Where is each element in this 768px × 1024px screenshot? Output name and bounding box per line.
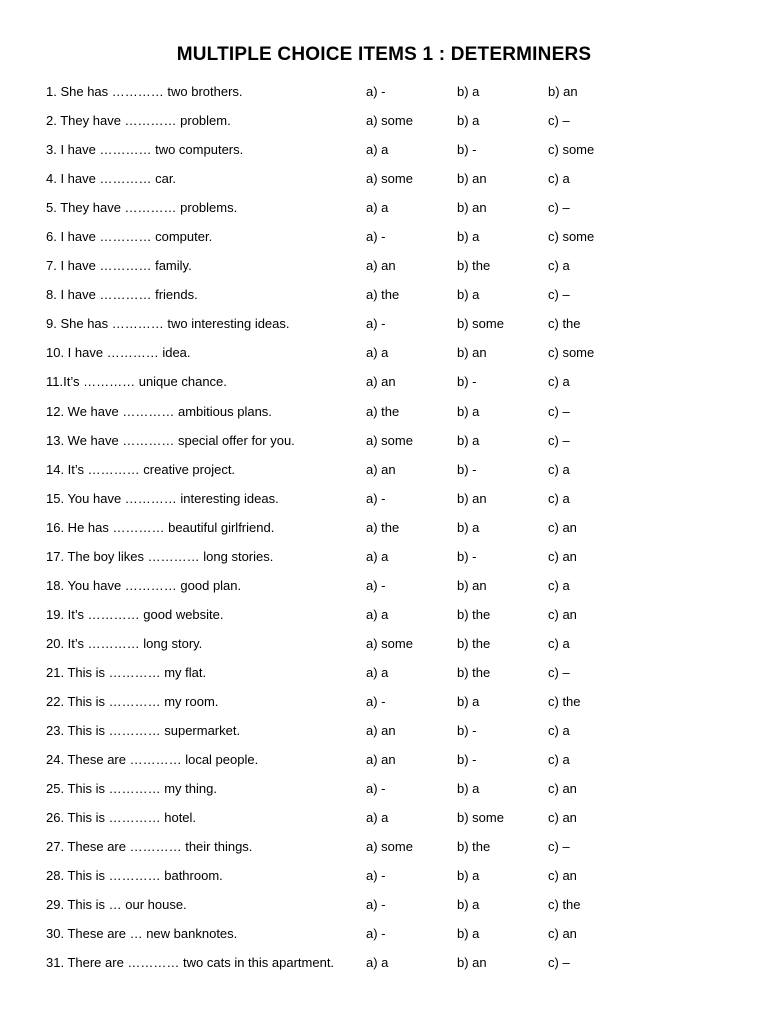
question-list	[0, 77, 768, 977]
option-a: a) an	[366, 374, 396, 390]
question-text: 9. She has ………… two interesting ideas.	[46, 316, 290, 332]
question-row	[0, 164, 768, 193]
question-row	[0, 716, 768, 745]
option-a: a) a	[366, 955, 389, 971]
option-b: b) an	[457, 490, 487, 506]
question-row	[0, 397, 768, 426]
option-b: b) an	[457, 200, 487, 216]
question-row	[0, 309, 768, 338]
question-row	[0, 455, 768, 484]
option-c: c) –	[548, 287, 570, 303]
question-text: 21. This is ………… my flat.	[46, 664, 207, 680]
option-b: b) a	[457, 781, 480, 797]
question-text: 28. This is ………… bathroom.	[46, 868, 223, 884]
question-text: 20. It’s ………… long story.	[46, 635, 203, 651]
option-b: b) a	[457, 403, 480, 419]
question-text: 16. He has ………… beautiful girlfriend.	[46, 519, 275, 535]
question-text: 22. This is ………… my room.	[46, 693, 219, 709]
option-b: b) the	[457, 635, 491, 651]
option-a: a) an	[366, 461, 396, 477]
option-c: c) a	[548, 577, 570, 593]
option-a: a) -	[366, 84, 386, 99]
option-a: a) an	[366, 723, 396, 739]
question-row	[0, 658, 768, 687]
option-a: a) a	[366, 606, 389, 622]
option-a: a) some	[366, 839, 413, 855]
question-row	[0, 687, 768, 716]
option-c: c) a	[548, 258, 570, 274]
question-row	[0, 542, 768, 571]
option-c: c) some	[548, 229, 595, 245]
question-text: 14. It’s ………… creative project.	[46, 461, 236, 477]
option-c: c) a	[548, 635, 570, 651]
question-text: 18. You have ………… good plan.	[46, 577, 242, 593]
option-c: c) an	[548, 810, 577, 826]
option-b: b) an	[457, 955, 487, 971]
option-c: c) an	[548, 781, 577, 797]
option-a: a) -	[366, 229, 386, 245]
question-row	[0, 890, 768, 919]
option-b: b) some	[457, 316, 504, 332]
question-row	[0, 600, 768, 629]
option-c: c) –	[548, 113, 570, 129]
question-row	[0, 280, 768, 309]
option-c: c) a	[548, 171, 570, 187]
option-a: a) the	[366, 403, 400, 419]
option-c: c) a	[548, 374, 570, 390]
option-a: a) -	[366, 693, 386, 709]
option-b: b) a	[457, 229, 480, 245]
option-c: c) –	[548, 664, 570, 680]
option-b: b) a	[457, 113, 480, 129]
question-row	[0, 426, 768, 455]
option-a: a) a	[366, 664, 389, 680]
question-row	[0, 338, 768, 367]
question-text: 19. It’s ………… good website.	[46, 606, 224, 622]
question-text: 15. You have ………… interesting ideas.	[46, 490, 279, 506]
option-a: a) a	[366, 142, 389, 158]
option-b: b) a	[457, 693, 480, 709]
option-a: a) the	[366, 519, 400, 535]
option-a: a) some	[366, 113, 413, 129]
question-row	[0, 803, 768, 832]
question-text: 17. The boy likes ………… long stories.	[46, 548, 274, 564]
option-c: c) a	[548, 752, 570, 768]
option-b: b) the	[457, 839, 491, 855]
option-c: c) an	[548, 926, 577, 942]
option-a: a) a	[366, 548, 389, 564]
option-c: b) an	[548, 84, 578, 99]
question-row	[0, 629, 768, 658]
option-b: b) the	[457, 664, 491, 680]
option-c: c) an	[548, 519, 577, 535]
question-text: 30. These are … new banknotes.	[46, 926, 238, 942]
option-c: c) the	[548, 316, 581, 332]
question-row	[0, 193, 768, 222]
option-b: b) -	[457, 548, 477, 564]
option-c: c) the	[548, 693, 581, 709]
question-text: 12. We have ………… ambitious plans.	[46, 403, 272, 419]
question-text: 7. I have ………… family.	[46, 258, 192, 274]
option-b: b) a	[457, 519, 480, 535]
option-c: c) –	[548, 432, 570, 448]
question-row	[0, 745, 768, 774]
option-b: b) -	[457, 142, 477, 158]
option-b: b) a	[457, 897, 480, 913]
option-b: b) a	[457, 287, 480, 303]
option-b: b) a	[457, 926, 480, 942]
option-a: a) -	[366, 316, 386, 332]
question-row	[0, 513, 768, 542]
question-text: 2. They have ………… problem.	[46, 113, 231, 129]
option-b: b) an	[457, 345, 487, 361]
option-c: c) –	[548, 200, 570, 216]
question-text: 23. This is ………… supermarket.	[46, 723, 241, 739]
option-b: b) -	[457, 461, 477, 477]
option-a: a) a	[366, 200, 389, 216]
question-text: 8. I have ………… friends.	[46, 287, 198, 303]
option-c: c) the	[548, 897, 581, 913]
question-row	[0, 77, 768, 106]
option-a: a) -	[366, 897, 386, 913]
option-a: a) -	[366, 490, 386, 506]
option-a: a) an	[366, 752, 396, 768]
option-b: b) -	[457, 752, 477, 768]
question-row	[0, 832, 768, 861]
question-row	[0, 948, 768, 977]
question-text: 11.It’s ………… unique chance.	[46, 374, 227, 390]
question-row	[0, 774, 768, 803]
option-a: a) -	[366, 781, 386, 797]
option-b: b) a	[457, 84, 480, 99]
question-row	[0, 571, 768, 600]
option-a: a) an	[366, 258, 396, 274]
question-text: 10. I have ………… idea.	[46, 345, 191, 361]
option-b: b) -	[457, 723, 477, 739]
question-text: 25. This is ………… my thing.	[46, 781, 217, 797]
question-row	[0, 106, 768, 135]
option-a: a) some	[366, 432, 413, 448]
option-b: b) -	[457, 374, 477, 390]
question-row	[0, 861, 768, 890]
option-a: a) a	[366, 810, 389, 826]
option-a: a) -	[366, 868, 386, 884]
question-text: 6. I have ………… computer.	[46, 229, 213, 245]
question-row	[0, 251, 768, 280]
option-b: b) a	[457, 432, 480, 448]
question-text: 3. I have ………… two computers.	[46, 142, 244, 158]
question-text: 5. They have ………… problems.	[46, 200, 238, 216]
option-b: b) the	[457, 258, 491, 274]
option-c: c) a	[548, 490, 570, 506]
option-c: c) an	[548, 868, 577, 884]
option-a: a) -	[366, 926, 386, 942]
question-row	[0, 919, 768, 948]
option-a: a) some	[366, 635, 413, 651]
question-row	[0, 222, 768, 251]
question-row	[0, 135, 768, 164]
option-b: b) an	[457, 577, 487, 593]
option-c: c) an	[548, 606, 577, 622]
question-text: 27. These are ………… their things.	[46, 839, 253, 855]
option-c: c) –	[548, 839, 570, 855]
option-c: c) an	[548, 548, 577, 564]
question-text: 31. There are ………… two cats in this apartment.	[46, 955, 335, 971]
question-row	[0, 367, 768, 396]
option-b: b) the	[457, 606, 491, 622]
question-text: 1. She has ………… two brothers.	[46, 84, 243, 99]
worksheet-title: MULTIPLE CHOICE ITEMS 1 : DETERMINERS	[176, 44, 592, 65]
option-a: a) -	[366, 577, 386, 593]
option-c: c) a	[548, 461, 570, 477]
question-text: 26. This is ………… hotel.	[46, 810, 197, 826]
question-text: 29. This is … our house.	[46, 897, 187, 913]
option-c: c) –	[548, 403, 570, 419]
question-text: 13. We have ………… special offer for you.	[46, 432, 295, 448]
option-c: c) a	[548, 723, 570, 739]
option-c: c) some	[548, 345, 595, 361]
question-text: 4. I have ………… car.	[46, 171, 177, 187]
option-a: a) a	[366, 345, 389, 361]
option-b: b) some	[457, 810, 504, 826]
question-text: 24. These are ………… local people.	[46, 752, 259, 768]
option-b: b) an	[457, 171, 487, 187]
question-row	[0, 484, 768, 513]
option-a: a) some	[366, 171, 413, 187]
option-a: a) the	[366, 287, 400, 303]
option-c: c) some	[548, 142, 595, 158]
option-b: b) a	[457, 868, 480, 884]
option-c: c) –	[548, 955, 570, 971]
